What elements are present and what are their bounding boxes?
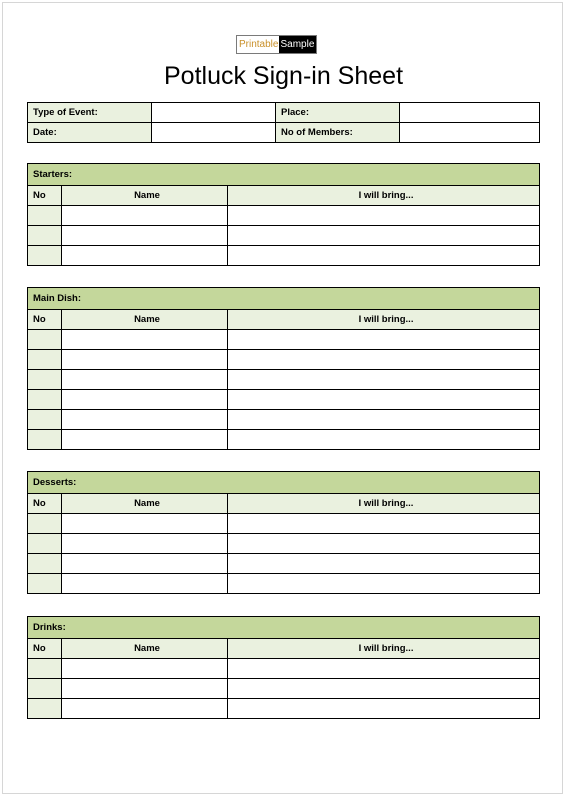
bring-column-header: I will bring... — [228, 310, 540, 330]
no-cell — [28, 246, 62, 266]
name-cell[interactable] — [62, 679, 228, 699]
bring-column-header: I will bring... — [228, 494, 540, 514]
bring-cell[interactable] — [228, 659, 540, 679]
bring-cell[interactable] — [228, 410, 540, 430]
table-row — [28, 679, 540, 699]
table-row — [28, 554, 540, 574]
no-cell — [28, 390, 62, 410]
bring-cell[interactable] — [228, 679, 540, 699]
name-cell[interactable] — [62, 554, 228, 574]
bring-cell[interactable] — [228, 534, 540, 554]
name-cell[interactable] — [62, 574, 228, 594]
drinks-section-title: Drinks: — [28, 617, 540, 639]
name-cell[interactable] — [62, 659, 228, 679]
place-label: Place: — [276, 103, 400, 123]
table-row — [28, 514, 540, 534]
bring-cell[interactable] — [228, 430, 540, 450]
bring-cell[interactable] — [228, 370, 540, 390]
table-row — [28, 246, 540, 266]
table-row — [28, 370, 540, 390]
no-cell — [28, 206, 62, 226]
table-row — [28, 350, 540, 370]
name-cell[interactable] — [62, 410, 228, 430]
name-cell[interactable] — [62, 370, 228, 390]
no-of-members-label: No of Members: — [276, 123, 400, 143]
bring-column-header: I will bring... — [228, 639, 540, 659]
date-field[interactable] — [152, 123, 276, 143]
table-row — [28, 226, 540, 246]
starters-table — [27, 163, 540, 266]
no-cell — [28, 679, 62, 699]
name-column-header: Name — [62, 494, 228, 514]
name-cell[interactable] — [62, 246, 228, 266]
drinks-table — [27, 616, 540, 719]
no-cell — [28, 514, 62, 534]
bring-cell[interactable] — [228, 246, 540, 266]
no-of-members-field[interactable] — [400, 123, 540, 143]
printable-sample-logo — [236, 35, 317, 54]
no-cell — [28, 430, 62, 450]
no-cell — [28, 659, 62, 679]
name-cell[interactable] — [62, 330, 228, 350]
no-cell — [28, 699, 62, 719]
logo-part-printable: Printable — [237, 36, 279, 53]
table-row — [28, 330, 540, 350]
bring-column-header: I will bring... — [228, 186, 540, 206]
name-cell[interactable] — [62, 390, 228, 410]
no-column-header: No — [28, 310, 62, 330]
main-dish-section-title: Main Dish: — [28, 288, 540, 310]
name-cell[interactable] — [62, 350, 228, 370]
no-cell — [28, 574, 62, 594]
name-cell[interactable] — [62, 206, 228, 226]
no-cell — [28, 534, 62, 554]
name-column-header: Name — [62, 186, 228, 206]
table-row — [28, 390, 540, 410]
table-row — [28, 534, 540, 554]
no-cell — [28, 370, 62, 390]
name-cell[interactable] — [62, 699, 228, 719]
name-column-header: Name — [62, 310, 228, 330]
table-row — [28, 659, 540, 679]
bring-cell[interactable] — [228, 226, 540, 246]
table-row — [28, 206, 540, 226]
no-column-header: No — [28, 186, 62, 206]
starters-section-title: Starters: — [28, 164, 540, 186]
bring-cell[interactable] — [228, 206, 540, 226]
table-row — [28, 410, 540, 430]
desserts-section-title: Desserts: — [28, 472, 540, 494]
event-info-table — [27, 102, 540, 143]
name-cell[interactable] — [62, 534, 228, 554]
bring-cell[interactable] — [228, 699, 540, 719]
bring-cell[interactable] — [228, 350, 540, 370]
date-label: Date: — [28, 123, 152, 143]
page-title: Potluck Sign-in Sheet — [163, 62, 404, 90]
no-cell — [28, 410, 62, 430]
main-dish-table — [27, 287, 540, 450]
type-of-event-label: Type of Event: — [28, 103, 152, 123]
no-column-header: No — [28, 639, 62, 659]
name-cell[interactable] — [62, 226, 228, 246]
name-cell[interactable] — [62, 430, 228, 450]
bring-cell[interactable] — [228, 330, 540, 350]
bring-cell[interactable] — [228, 574, 540, 594]
no-column-header: No — [28, 494, 62, 514]
bring-cell[interactable] — [228, 554, 540, 574]
desserts-table — [27, 471, 540, 594]
type-of-event-field[interactable] — [152, 103, 276, 123]
table-row — [28, 699, 540, 719]
place-field[interactable] — [400, 103, 540, 123]
table-row — [28, 574, 540, 594]
no-cell — [28, 330, 62, 350]
table-row — [28, 430, 540, 450]
name-column-header: Name — [62, 639, 228, 659]
no-cell — [28, 554, 62, 574]
no-cell — [28, 350, 62, 370]
no-cell — [28, 226, 62, 246]
bring-cell[interactable] — [228, 390, 540, 410]
name-cell[interactable] — [62, 514, 228, 534]
bring-cell[interactable] — [228, 514, 540, 534]
logo-part-sample: Sample — [279, 36, 316, 53]
